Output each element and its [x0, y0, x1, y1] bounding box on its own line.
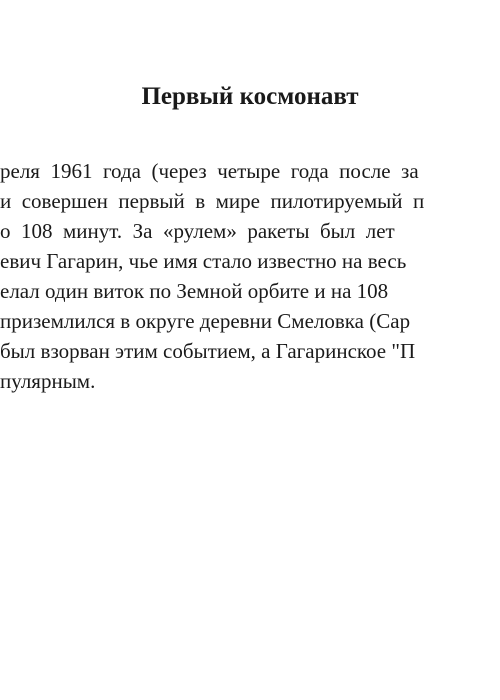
paragraph-line: и совершен первый в мире пилотируемый п	[0, 189, 425, 213]
page-title: Первый космонавт	[141, 83, 359, 110]
paragraph-line: реля 1961 года (через четыре года после за	[0, 159, 419, 183]
paragraph-line: пулярным.	[0, 369, 96, 393]
paragraph-line: о 108 минут. За «рулем» ракеты был лет	[0, 219, 395, 243]
paragraph-line: елал один виток по Земной орбите и на 108	[0, 279, 389, 303]
paragraph-line: евич Гагарин, чье имя стало известно на весь	[0, 249, 407, 273]
paragraph-line: приземлился в округе деревни Смеловка (Сар	[0, 309, 411, 333]
paragraph-line: был взорван этим событием, а Гагаринское "П	[0, 339, 416, 363]
